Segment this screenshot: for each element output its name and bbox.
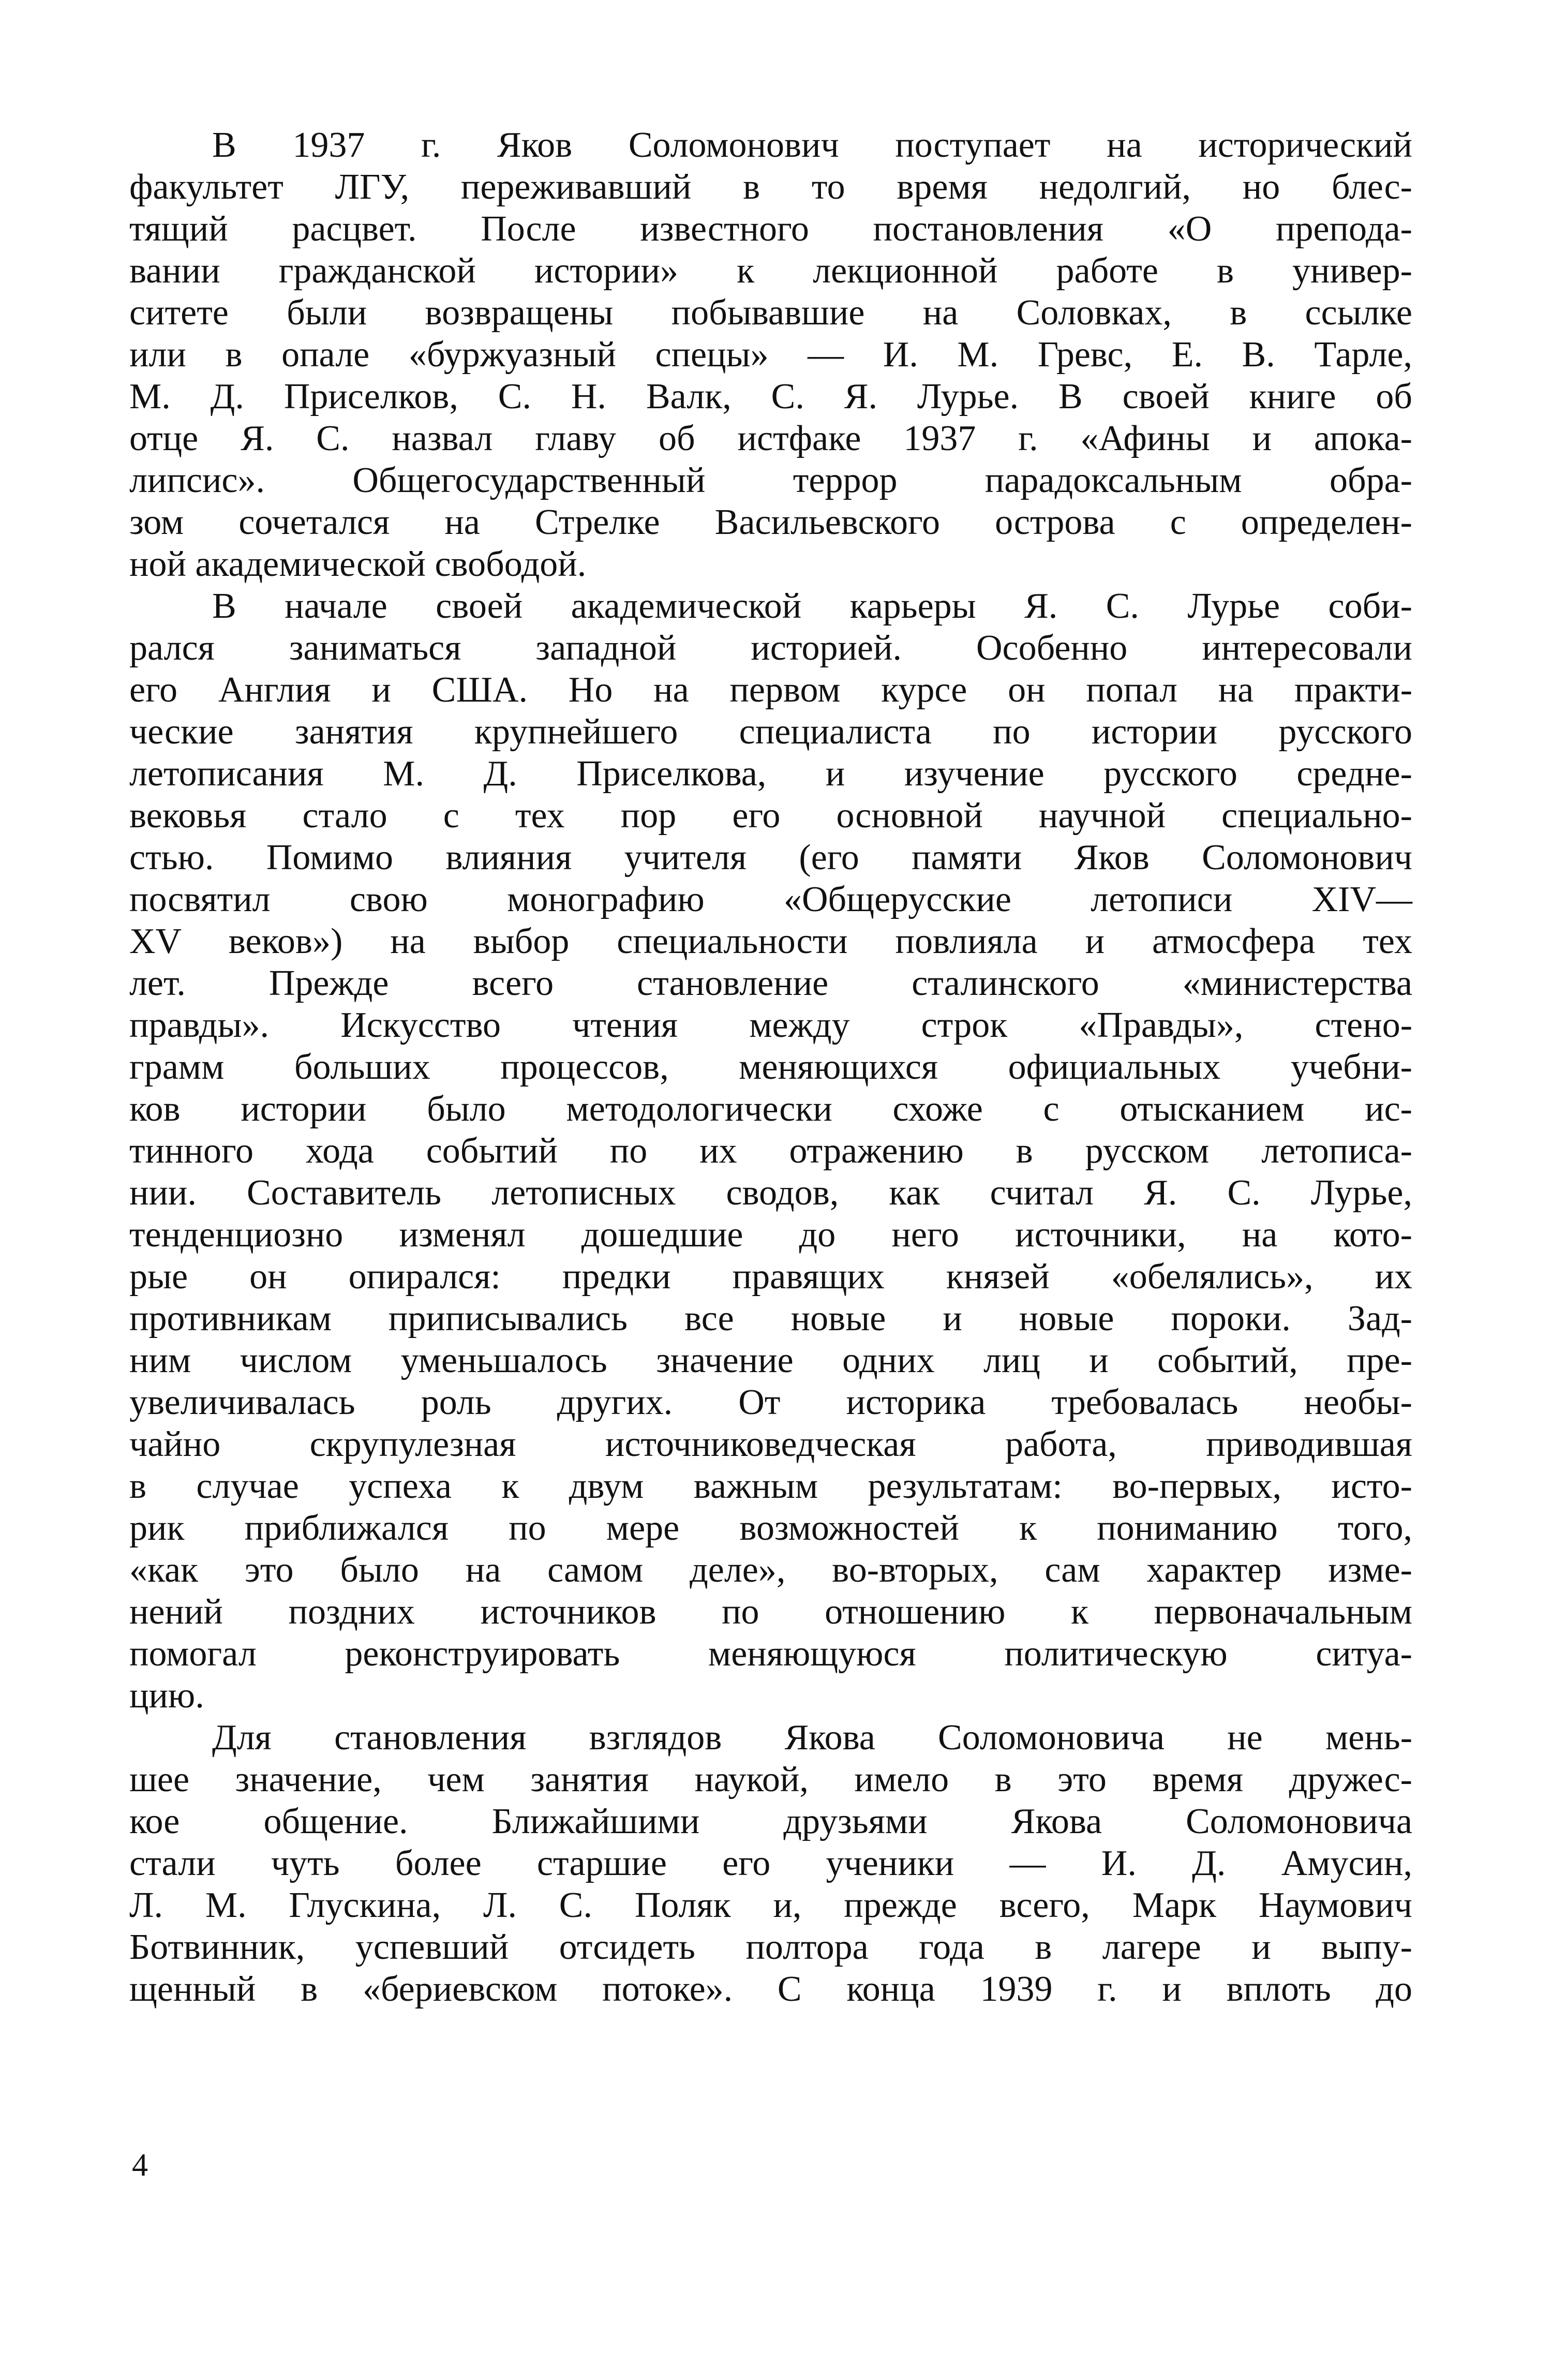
text-line: ков истории было методологически схоже с отысканием ис-: [129, 1089, 1412, 1129]
text-line: цию.: [129, 1676, 204, 1716]
text-line: увеличивалась роль других. От историка требовалась необы-: [129, 1382, 1412, 1422]
text-line: стью. Помимо влияния учителя (его памяти Яков Соломонович: [129, 838, 1412, 877]
text-line: шее значение, чем занятия наукой, имело в это время дружес-: [129, 1760, 1412, 1799]
page-number: 4: [132, 2148, 148, 2183]
text-line: щенный в «бериевском потоке». С конца 1939 г. и вплоть до: [129, 1969, 1412, 2009]
text-line: рые он опирался: предки правящих князей «обелялись», их: [129, 1257, 1412, 1297]
text-line: Л. М. Глускина, Л. С. Поляк и, прежде всего, Марк Наумович: [129, 1885, 1412, 1925]
text-line: в случае успеха к двум важным результатам: во-первых, исто-: [129, 1466, 1412, 1506]
text-line: тенденциозно изменял дошедшие до него источники, на кото-: [129, 1215, 1412, 1255]
text-line: рался заниматься западной историей. Особенно интересовали: [129, 628, 1412, 668]
text-line: тинного хода событий по их отражению в русском летописа-: [129, 1131, 1412, 1171]
text-line: ной академической свободой.: [129, 544, 587, 584]
text-line: XV веков») на выбор специальности повлияла и атмосфера тех: [129, 921, 1412, 961]
text-line: чайно скрупулезная источниковедческая работа, приводившая: [129, 1424, 1412, 1464]
text-line: грамм больших процессов, меняющихся официальных учебни-: [129, 1047, 1412, 1087]
text-line: лет. Прежде всего становление сталинского «министерства: [129, 963, 1412, 1003]
page-body: [129, 124, 1412, 2010]
paragraph: [129, 124, 1412, 585]
paragraph: [129, 1717, 1412, 2010]
text-line: стали чуть более старшие его ученики — И. Д. Амусин,: [129, 1843, 1412, 1883]
text-line: В 1937 г. Яков Соломонович поступает на исторический: [212, 125, 1412, 165]
text-line: Для становления взглядов Якова Соломоновича не мень-: [212, 1718, 1412, 1758]
text-line: его Англия и США. Но на первом курсе он попал на практи-: [129, 670, 1412, 710]
text-line: посвятил свою монографию «Общерусские летописи XIV—: [129, 880, 1412, 919]
text-line: летописания М. Д. Приселкова, и изучение русского средне-: [129, 754, 1412, 794]
text-line: «как это было на самом деле», во-вторых, сам характер изме-: [129, 1550, 1412, 1590]
text-line: факультет ЛГУ, переживавший в то время недолгий, но блес-: [129, 167, 1412, 207]
text-line: М. Д. Приселков, С. Н. Валк, С. Я. Лурье. В своей книге об: [129, 377, 1412, 416]
text-line: рик приближался по мере возможностей к пониманию того,: [129, 1508, 1412, 1548]
text-line: вековья стало с тех пор его основной научной специально-: [129, 796, 1412, 836]
text-line: тящий расцвет. После известного постановления «О препода-: [129, 209, 1412, 249]
text-line: противникам приписывались все новые и новые пороки. Зад-: [129, 1299, 1412, 1338]
text-line: кое общение. Ближайшими друзьями Якова Соломоновича: [129, 1802, 1412, 1841]
text-line: правды». Искусство чтения между строк «Правды», стено-: [129, 1005, 1412, 1045]
text-line: липсис». Общегосударственный террор парадоксальным обра-: [129, 460, 1412, 500]
text-line: Ботвинник, успевший отсидеть полтора года в лагере и выпу-: [129, 1927, 1412, 1967]
text-line: нений поздних источников по отношению к первоначальным: [129, 1592, 1412, 1632]
text-line: нии. Составитель летописных сводов, как считал Я. С. Лурье,: [129, 1173, 1412, 1213]
text-line: отце Я. С. назвал главу об истфаке 1937 г. «Афины и апока-: [129, 419, 1412, 458]
paragraph: [129, 585, 1412, 1717]
text-line: В начале своей академической карьеры Я. С. Лурье соби-: [212, 586, 1412, 626]
text-line: помогал реконструировать меняющуюся политическую ситуа-: [129, 1634, 1412, 1674]
text-line: вании гражданской истории» к лекционной работе в универ-: [129, 251, 1412, 291]
text-line: ним числом уменьшалось значение одних лиц и событий, пре-: [129, 1341, 1412, 1380]
text-line: ситете были возвращены побывавшие на Соловках, в ссылке: [129, 293, 1412, 333]
text-line: ческие занятия крупнейшего специалиста по истории русского: [129, 712, 1412, 752]
text-line: зом сочетался на Стрелке Васильевского острова с определен-: [129, 502, 1412, 542]
text-line: или в опале «буржуазный спецы» — И. М. Гревс, Е. В. Тарле,: [129, 335, 1412, 375]
